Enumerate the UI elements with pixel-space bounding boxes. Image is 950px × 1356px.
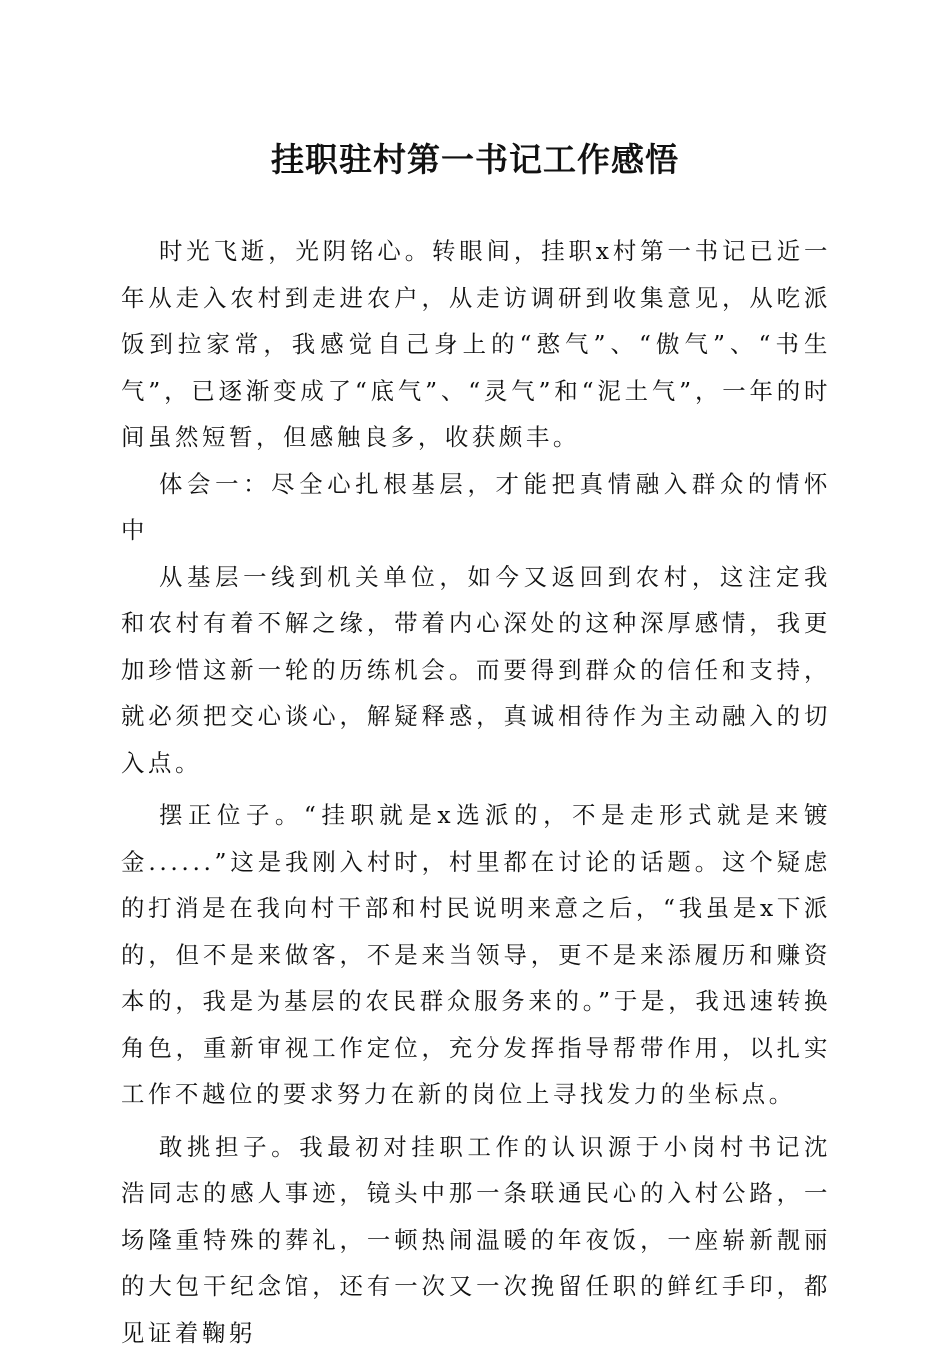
paragraph-position: 摆正位子。“挂职就是x选派的，不是走形式就是来镀金......”这是我刚入村时，村里都在讨论的话题。这个疑虑的打消是在我向村干部和村民说明来意之后，“我虽是x下派的，但不是来做客，不是来当领导，更不是来添履历和赚资本的，我是为基层的农民群众服务来的。”于是，我迅速转换角色，重新审视工作定位，充分发挥指导帮带作用，以扎实工作不越位的要求努力在新的岗位上寻找发力的坐标点。: [121, 792, 831, 1118]
paragraph-intro: 时光飞逝，光阴铭心。转眼间，挂职x村第一书记已近一年从走入农村到走进农户，从走访调研到收集意见，从吃派饭到拉家常，我感觉自己身上的“憨气”、“傲气”、“书生气”，已逐渐变成了“底气”、“灵气”和“泥土气”，一年的时间虽然短暂，但感触良多，收获颇丰。: [121, 228, 831, 461]
section-heading-1: 体会一：尽全心扎根基层，才能把真情融入群众的情怀中: [121, 461, 831, 554]
paragraph-rural-bond: 从基层一线到机关单位，如今又返回到农村，这注定我和农村有着不解之缘，带着内心深处的这种深厚感情，我更加珍惜这新一轮的历练机会。而要得到群众的信任和支持，就必须把交心谈心，解疑释惑，真诚相待作为主动融入的切入点。: [121, 554, 831, 787]
paragraph-responsibility: 敢挑担子。我最初对挂职工作的认识源于小岗村书记沈浩同志的感人事迹，镜头中那一条联通民心的入村公路，一场隆重特殊的葬礼，一顿热闹温暖的年夜饭，一座崭新靓丽的大包干纪念馆，还有一次又一次挽留任职的鲜红手印，都见证着鞠躬: [121, 1124, 831, 1356]
document-body: [121, 228, 831, 1356]
document-title: 挂职驻村第一书记工作感悟: [0, 138, 950, 182]
